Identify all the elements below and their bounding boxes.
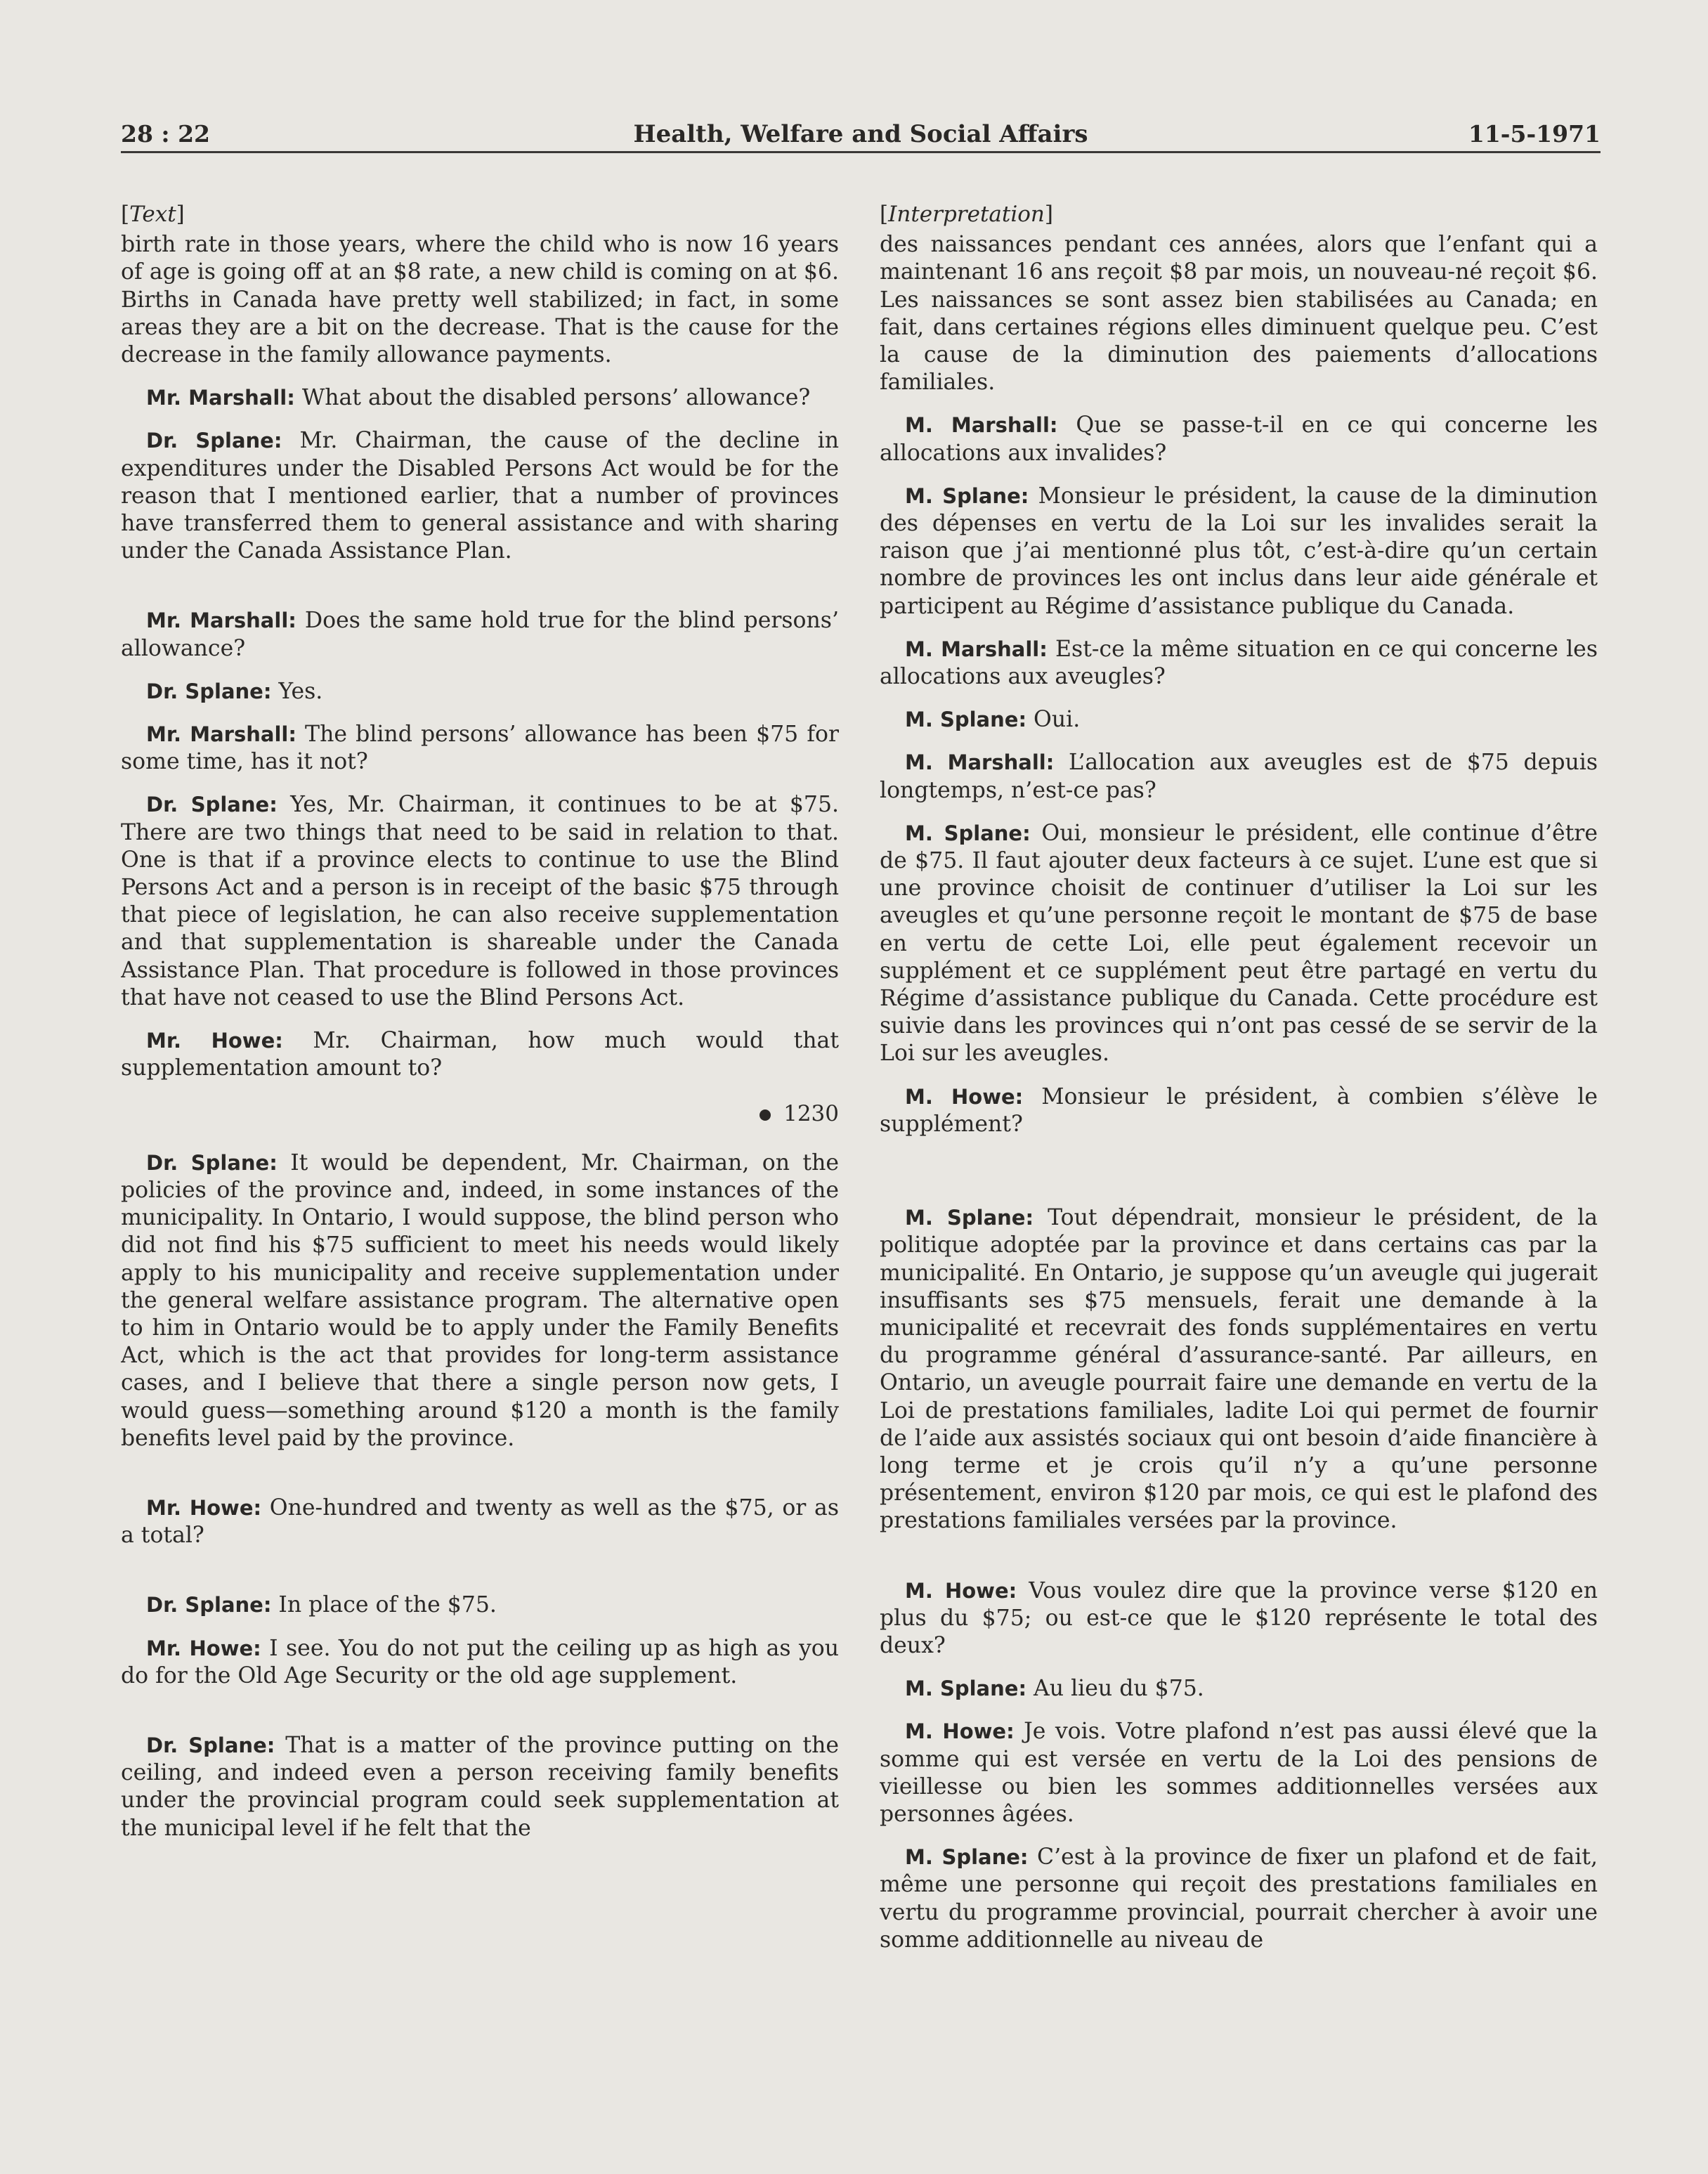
paragraph: Mr. Marshall: The blind persons’ allowance has been $75 for some time, has it not?	[121, 722, 839, 775]
paragraph: M. Splane: Monsieur le président, la cause de la diminution des dépenses en vertu de la Loi sur les invalides serait la raison que j’ai mentionné plus tôt, c’est-à-dire qu’un certain nombre de provinces les ont inclus dans leur aide générale et participent au Régime d’assistance publique du Canada.	[880, 483, 1598, 619]
speaker: Mr. Howe:	[146, 1495, 262, 1520]
paragraph: M. Marshall: Que se passe-t-il en ce qui concerne les allocations aux invalides?	[880, 412, 1598, 466]
paragraph: Mr. Marshall: What about the disabled persons’ allowance?	[146, 385, 811, 411]
paragraph: Mr. Howe: One-hundred and twenty as well as the $75, or as a total?	[121, 1495, 839, 1549]
paragraph: M. Splane: C’est à la province de fixer un plafond et de fait, même une personne qui reçoit des prestations familiales en vertu du programme provincial, pourrait chercher à avoir une somme additionnelle au niveau de	[880, 1844, 1598, 1953]
speaker: M. Howe:	[905, 1084, 1024, 1109]
speaker: Mr. Marshall:	[146, 722, 296, 747]
speaker: Dr. Splane:	[146, 1593, 272, 1618]
paragraph: M. Splane: Tout dépendrait, monsieur le président, de la politique adoptée par la province et dans certains cas par la municipalité. En Ontario, je suppose qu’un aveugle qui jugerait insuffisants ses $75 mensuels, ferait une demande à la municipalité et recevrait des fonds supplémentaires en vertu du programme général d’assurance-santé. Par ailleurs, en Ontario, un aveugle pourrait faire une demande en vertu de la Loi de prestations familiales, ladite Loi qui permet de fournir de l’aide aux assistés sociaux qui ont besoin d’aide financière à long terme et je crois qu’il n’y a qu’une personne présentement, environ $120 par mois, ce qui est le plafond des prestations familiales versées par la province.	[880, 1205, 1598, 1534]
paragraph: Dr. Splane: Yes.	[146, 678, 323, 704]
paragraph: Dr. Splane: Mr. Chairman, the cause of the decline in expenditures under the Disabled Persons Act would be for the reason that I mentioned earlier, that a number of provinces have transferred them to general assistance and with sharing under the Canada Assistance Plan.	[121, 428, 839, 564]
french-column	[880, 201, 1598, 2140]
column-label-text: [Text]	[121, 202, 185, 227]
paragraph: Dr. Splane: In place of the $75.	[146, 1592, 497, 1618]
paragraph: M. Splane: Oui.	[905, 707, 1081, 733]
column-label-interpretation: [Interpretation]	[880, 202, 1054, 227]
paragraph: M. Howe: Vous voulez dire que la province verse $120 en plus du $75; ou est-ce que le $120 représente le total des deux?	[880, 1577, 1598, 1658]
speaker: Dr. Splane:	[146, 429, 282, 453]
speaker: M. Marshall:	[905, 413, 1058, 438]
paragraph: des naissances pendant ces années, alors que l’enfant qui a maintenant 16 ans reçoit $8 par mois, un nouveau-né reçoit $6. Les naissances se sont assez bien stabilisées au Canada; en fait, dans certaines régions elles diminuent quelque peu. C’est la cause de la diminution des paiements d’allocations familiales.	[880, 232, 1598, 396]
speaker: M. Marshall:	[905, 750, 1055, 775]
speaker: M. Splane:	[905, 821, 1031, 845]
page-number: 28 : 22	[121, 120, 211, 148]
time-marker: 1230	[121, 1100, 839, 1128]
header-title: Health, Welfare and Social Affairs	[633, 120, 1088, 148]
paragraph: Mr. Howe: I see. You do not put the ceiling up as high as you do for the Old Age Security or the old age supplement.	[121, 1635, 839, 1688]
paragraph: M. Howe: Je vois. Votre plafond n’est pas aussi élevé que la somme qui est versée en vertu de la Loi des pensions de vieillesse ou bien les sommes additionnelles versées aux personnes âgées.	[880, 1719, 1598, 1827]
english-column	[121, 201, 839, 2140]
speaker: Mr. Marshall:	[146, 608, 296, 633]
running-header	[121, 115, 1601, 153]
paragraph: Mr. Marshall: Does the same hold true for the blind persons’ allowance?	[121, 608, 839, 661]
speaker: M. Splane:	[905, 1206, 1034, 1230]
speaker: Mr. Howe:	[146, 1636, 261, 1660]
paragraph: M. Howe: Monsieur le président, à combien s’élève le supplément?	[880, 1083, 1598, 1137]
speaker: Dr. Splane:	[146, 1150, 278, 1175]
speaker: Dr. Splane:	[146, 1733, 275, 1757]
paragraph: birth rate in those years, where the child who is now 16 years of age is going off at an $8 rate, a new child is coming on at $6. Births in Canada have pretty well stabilized; in fact, in some areas they are a bit on the decrease. That is the cause for the decrease in the family allowance payments.	[121, 232, 839, 368]
paragraph: M. Marshall: L’allocation aux aveugles est de $75 depuis longtemps, n’est-ce pas?	[880, 750, 1598, 803]
speaker: Dr. Splane:	[146, 793, 278, 817]
paragraph: M. Splane: Oui, monsieur le président, elle continue d’être de $75. Il faut ajouter deux facteurs à ce sujet. L’une est que si une province choisit de continuer d’utiliser la Loi sur les aveugles et qu’une personne reçoit le montant de $75 de base en vertu de cette Loi, elle peut également recevoir un supplément et ce supplément peut être partagé en vertu du Régime d’assistance publique du Canada. Cette procédure est suivie dans les provinces qui n’ont pas cessé de se servir de la Loi sur les aveugles.	[880, 820, 1598, 1067]
paragraph: M. Splane: Au lieu du $75.	[905, 1676, 1204, 1702]
speaker: M. Splane:	[905, 1677, 1027, 1701]
speaker: Mr. Howe:	[146, 1029, 283, 1053]
speaker: M. Splane:	[905, 708, 1027, 732]
paragraph: M. Marshall: Est-ce la même situation en ce qui concerne les allocations aux aveugles?	[880, 636, 1598, 690]
paragraph: Dr. Splane: It would be dependent, Mr. Chairman, on the policies of the province and, indeed, in some instances of the municipality. In Ontario, I would suppose, the blind person who did not find his $75 sufficient to meet his needs would likely apply to his municipality and receive supplementation under the general welfare assistance program. The alternative open to him in Ontario would be to apply under the Family Benefits Act, which is the act that provides for long-term assistance cases, and I believe that there a single person now gets, I would guess—something around $120 a month is the family benefits level paid by the province.	[121, 1150, 839, 1451]
header-date: 11-5-1971	[1468, 120, 1601, 148]
paragraph: Dr. Splane: That is a matter of the province putting on the ceiling, and indeed even a person receiving family benefits under the provincial program could seek supplementation at the municipal level if he felt that the	[121, 1732, 839, 1841]
speaker: M. Splane:	[905, 1845, 1029, 1870]
speaker: Dr. Splane:	[146, 679, 272, 703]
speaker: Mr. Marshall:	[146, 386, 295, 410]
speaker: M. Howe:	[905, 1578, 1017, 1603]
speaker: M. Splane:	[905, 483, 1029, 508]
bullet-icon	[760, 1109, 771, 1121]
speaker: M. Howe:	[905, 1719, 1015, 1744]
paragraph: Dr. Splane: Yes, Mr. Chairman, it continues to be at $75. There are two things that need to be said in relation to that. One is that if a province elects to continue to use the Blind Persons Act and a person is in receipt of the basic $75 through that piece of legislation, he can also receive supplementation and that supplementation is shareable under the Canada Assistance Plan. That procedure is followed in those provinces that have not ceased to use the Blind Persons Act.	[121, 792, 839, 1010]
paragraph: Mr. Howe: Mr. Chairman, how much would that supplementation amount to?	[121, 1028, 839, 1081]
speaker: M. Marshall:	[905, 637, 1048, 661]
